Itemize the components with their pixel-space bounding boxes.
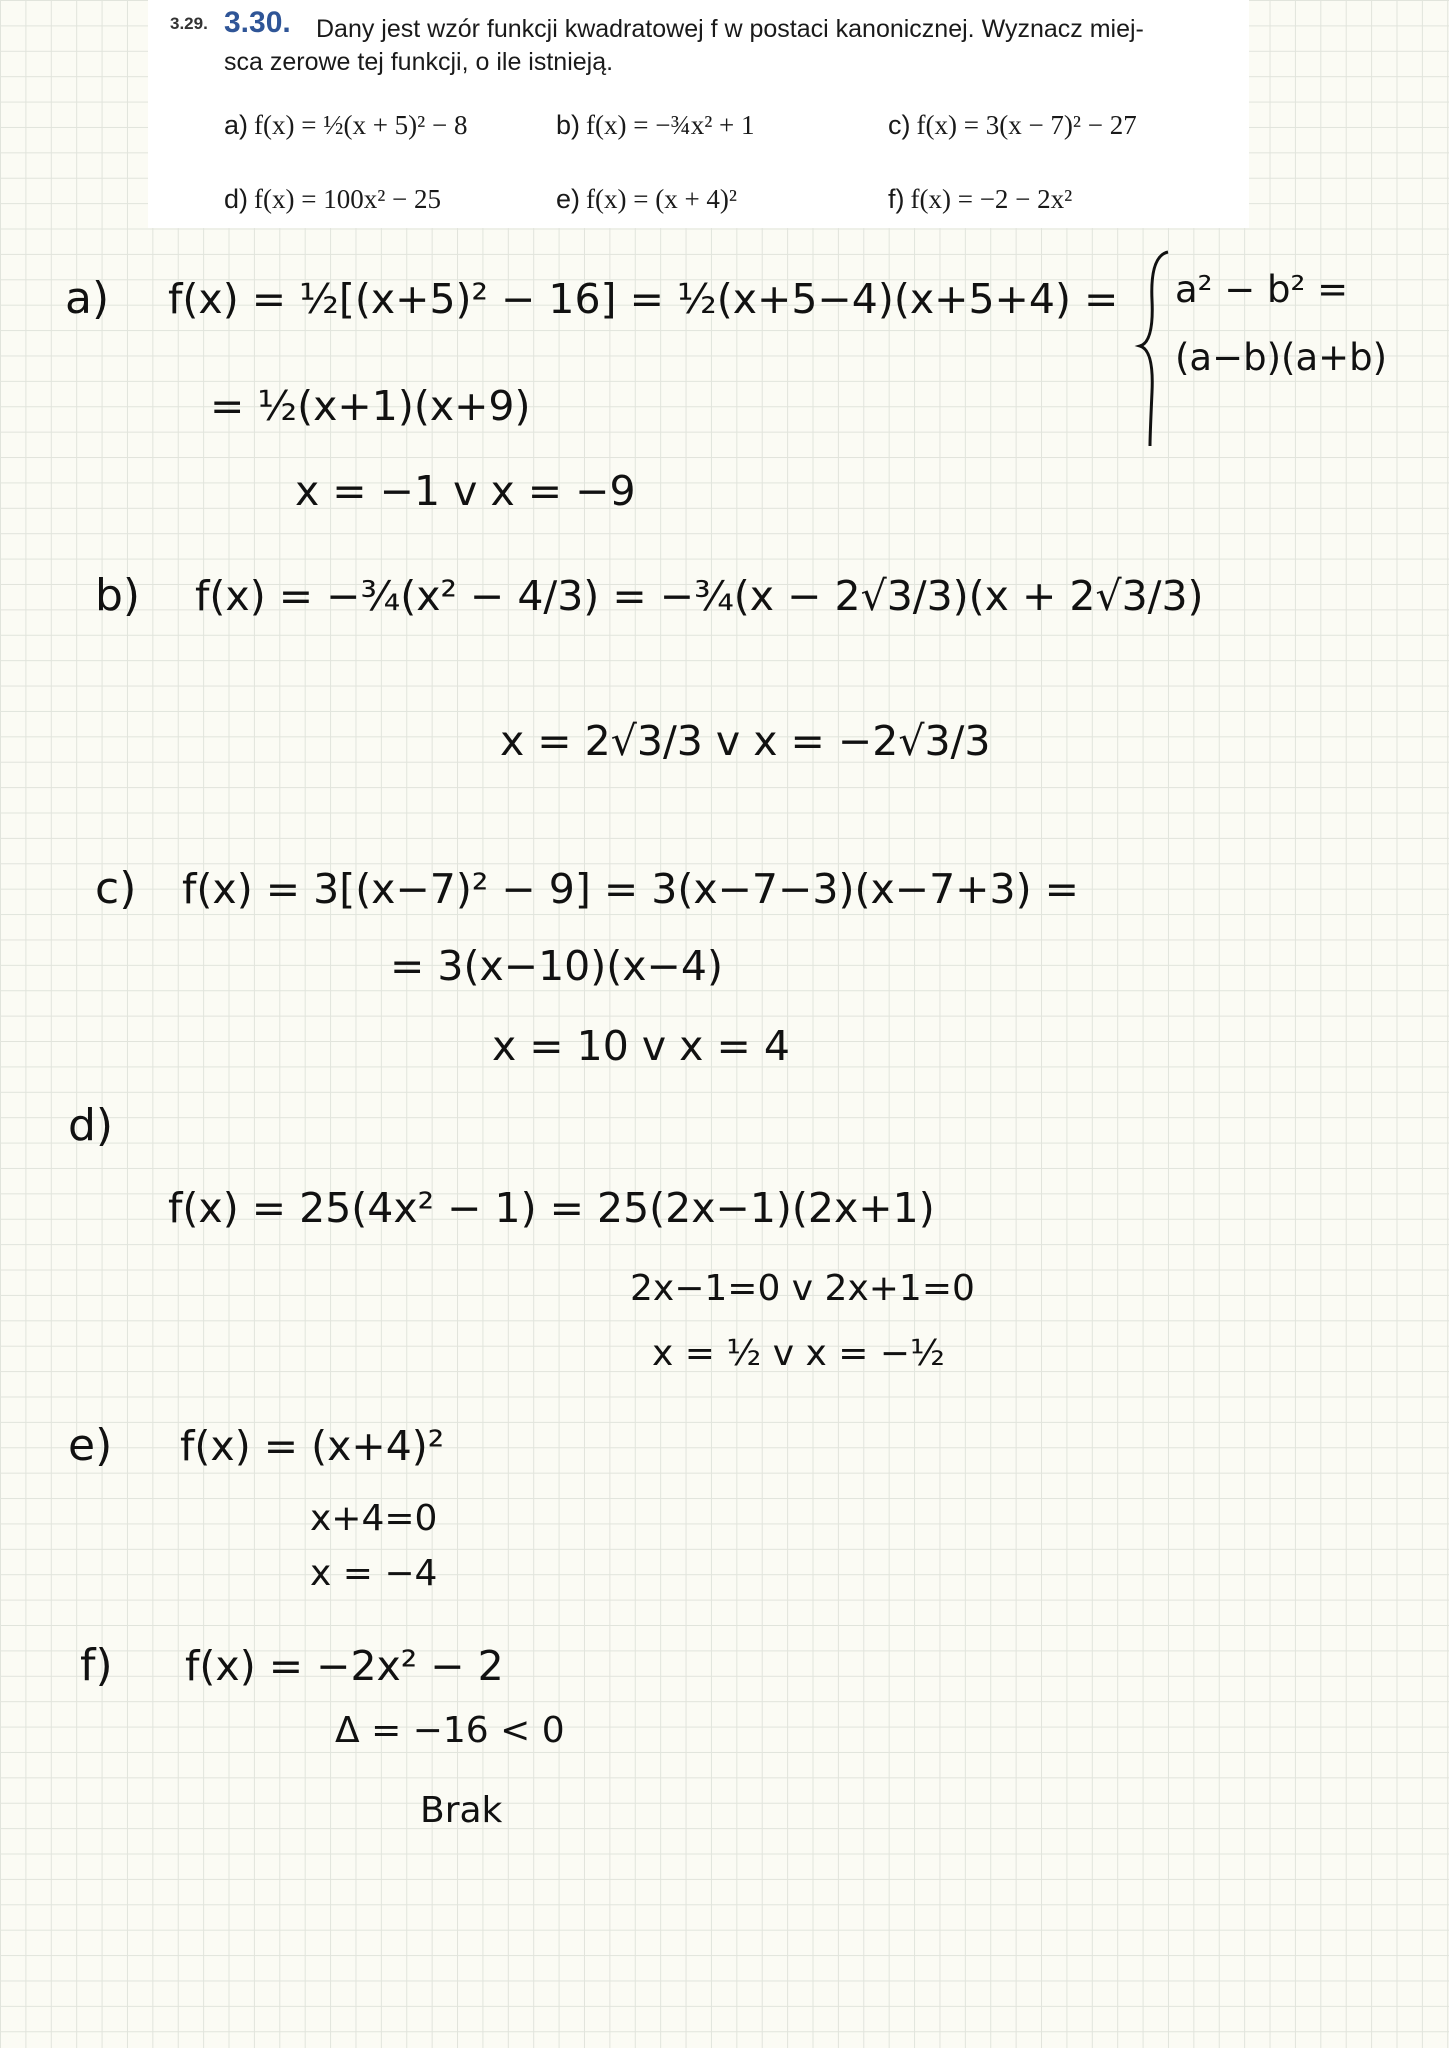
solution-c-line2: = 3(x−10)(x−4) [390, 942, 723, 990]
solution-b-roots: x = 2√3/3 v x = −2√3/3 [500, 717, 991, 765]
solution-d-roots: x = ½ v x = −½ [652, 1333, 945, 1374]
side-note-line1: a² − b² = [1175, 268, 1349, 311]
equation-label: a) [224, 110, 249, 140]
solution-b-line1: f(x) = −¾(x² − 4/3) = −¾(x − 2√3/3)(x + 2√3/3) [195, 572, 1204, 620]
curly-brace [1140, 252, 1168, 446]
equation-formula: f(x) = 3(x − 7)² − 27 [916, 110, 1137, 140]
solution-a-label: a) [65, 273, 110, 324]
equation-label: d) [224, 184, 249, 214]
equation-formula: f(x) = 100x² − 25 [254, 184, 442, 214]
task-number: 3.30. [224, 6, 291, 39]
solution-e-line2: x+4=0 [310, 1498, 438, 1539]
solution-b-label: b) [95, 570, 141, 621]
solution-d-line1: f(x) = 25(4x² − 1) = 25(2x−1)(2x+1) [168, 1184, 935, 1232]
solution-e-label: e) [68, 1420, 113, 1471]
solution-e-line1: f(x) = (x+4)² [180, 1422, 445, 1470]
side-note-line2: (a−b)(a+b) [1175, 336, 1388, 379]
solution-c-roots: x = 10 v x = 4 [492, 1022, 790, 1070]
equation-label: c) [888, 110, 911, 140]
task-instruction-line1: Dany jest wzór funkcji kwadratowej f w postaci kanonicznej. Wyznacz miej- [316, 15, 1144, 43]
equation-formula: f(x) = −2 − 2x² [910, 184, 1073, 214]
task-instruction-line2: sca zerowe tej funkcji, o ile istnieją. [224, 48, 614, 76]
equation-label: f) [888, 184, 905, 214]
task-ref-number: 3.29. [170, 14, 208, 33]
solution-d-line2: 2x−1=0 v 2x+1=0 [630, 1268, 975, 1309]
solution-f-roots: Brak [420, 1790, 503, 1831]
equation-formula: f(x) = −¾x² + 1 [586, 110, 755, 140]
solution-c-label: c) [95, 863, 137, 914]
solution-a-roots: x = −1 v x = −9 [295, 467, 636, 515]
solution-a-line1: f(x) = ½[(x+5)² − 16] = ½(x+5−4)(x+5+4) = [168, 275, 1119, 323]
solution-f-line1: f(x) = −2x² − 2 [185, 1642, 504, 1690]
solution-a-line2: = ½(x+1)(x+9) [210, 382, 531, 430]
equation-formula: f(x) = (x + 4)² [586, 184, 738, 214]
solution-c-line1: f(x) = 3[(x−7)² − 9] = 3(x−7−3)(x−7+3) = [182, 865, 1079, 913]
solution-f-label: f) [80, 1640, 113, 1691]
solution-f-line2: Δ = −16 < 0 [335, 1710, 565, 1751]
equation-label: e) [556, 184, 581, 214]
equation-formula: f(x) = ½(x + 5)² − 8 [254, 110, 468, 140]
solution-e-roots: x = −4 [310, 1553, 438, 1594]
solution-d-label: d) [68, 1100, 114, 1151]
equation-label: b) [556, 110, 581, 140]
